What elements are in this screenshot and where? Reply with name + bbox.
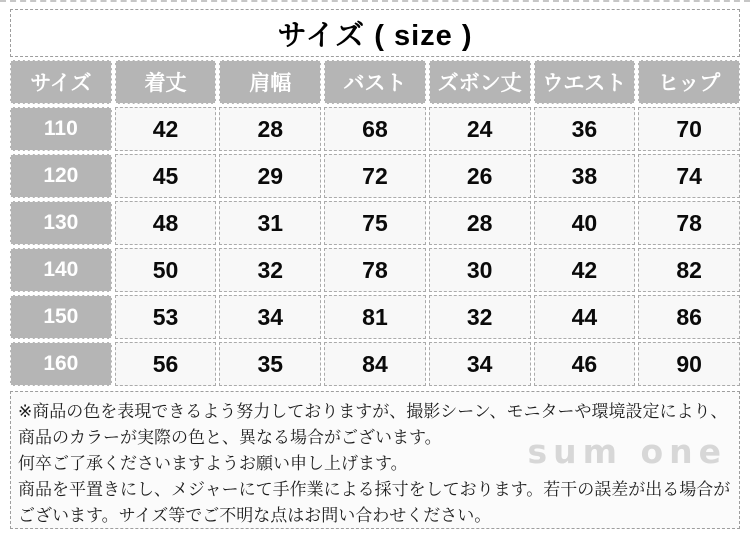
column-header: 肩幅	[219, 60, 321, 104]
measurement-cell: 74	[638, 154, 740, 198]
measurement-cell: 56	[115, 342, 217, 386]
title-box	[10, 9, 740, 57]
measurement-cell: 48	[115, 201, 217, 245]
cropped-top-border	[0, 0, 750, 2]
row-size-label: 110	[10, 107, 112, 151]
size-table-head	[10, 60, 740, 104]
note-line: 商品を平置きにし、メジャーにて手作業による採寸をしております。若干の誤差が出る場合が	[18, 480, 731, 499]
column-header: バスト	[324, 60, 426, 104]
size-table-body	[10, 107, 740, 386]
measurement-cell: 72	[324, 154, 426, 198]
column-header: ヒップ	[638, 60, 740, 104]
note-line: ございます。サイズ等でご不明な点はお問い合わせください。	[18, 506, 492, 525]
measurement-cell: 42	[534, 248, 636, 292]
size-table-header-row	[10, 60, 740, 104]
measurement-cell: 29	[219, 154, 321, 198]
measurement-cell: 90	[638, 342, 740, 386]
measurement-cell: 34	[429, 342, 531, 386]
measurement-cell: 32	[219, 248, 321, 292]
measurement-cell: 45	[115, 154, 217, 198]
measurement-cell: 42	[115, 107, 217, 151]
measurement-cell: 53	[115, 295, 217, 339]
measurement-cell: 24	[429, 107, 531, 151]
row-size-label: 130	[10, 201, 112, 245]
measurement-cell: 26	[429, 154, 531, 198]
column-header: ウエスト	[534, 60, 636, 104]
measurement-cell: 35	[219, 342, 321, 386]
measurement-cell: 34	[219, 295, 321, 339]
watermark-text: sum one	[527, 432, 727, 471]
measurement-cell: 81	[324, 295, 426, 339]
measurement-cell: 84	[324, 342, 426, 386]
measurement-cell: 75	[324, 201, 426, 245]
note-line: 何卒ご了承くださいますようお願い申し上げます。	[18, 454, 408, 473]
row-size-label: 160	[10, 342, 112, 386]
row-size-label: 140	[10, 248, 112, 292]
table-row	[10, 201, 740, 245]
measurement-cell: 32	[429, 295, 531, 339]
page-title: サイズ ( size )	[277, 19, 473, 52]
note-line: ※商品の色を表現できるよう努力しておりますが、撮影シーン、モニターや環境設定により、	[18, 402, 728, 421]
table-row	[10, 295, 740, 339]
measurement-cell: 78	[324, 248, 426, 292]
measurement-cell: 31	[219, 201, 321, 245]
row-size-label: 150	[10, 295, 112, 339]
measurement-cell: 44	[534, 295, 636, 339]
column-header: ズボン丈	[429, 60, 531, 104]
measurement-cell: 50	[115, 248, 217, 292]
measurement-cell: 46	[534, 342, 636, 386]
measurement-cell: 40	[534, 201, 636, 245]
row-size-label: 120	[10, 154, 112, 198]
notes-box	[10, 391, 740, 529]
note-line: 商品のカラーが実際の色と、異なる場合がございます。	[18, 428, 442, 447]
measurement-cell: 28	[219, 107, 321, 151]
measurement-cell: 82	[638, 248, 740, 292]
size-table	[7, 57, 743, 389]
measurement-cell: 86	[638, 295, 740, 339]
table-row	[10, 342, 740, 386]
measurement-cell: 28	[429, 201, 531, 245]
table-row	[10, 107, 740, 151]
measurement-cell: 38	[534, 154, 636, 198]
notes-text	[18, 399, 732, 529]
column-header: サイズ	[10, 60, 112, 104]
table-row	[10, 154, 740, 198]
measurement-cell: 70	[638, 107, 740, 151]
table-row	[10, 248, 740, 292]
measurement-cell: 78	[638, 201, 740, 245]
measurement-cell: 30	[429, 248, 531, 292]
measurement-cell: 68	[324, 107, 426, 151]
column-header: 着丈	[115, 60, 217, 104]
measurement-cell: 36	[534, 107, 636, 151]
